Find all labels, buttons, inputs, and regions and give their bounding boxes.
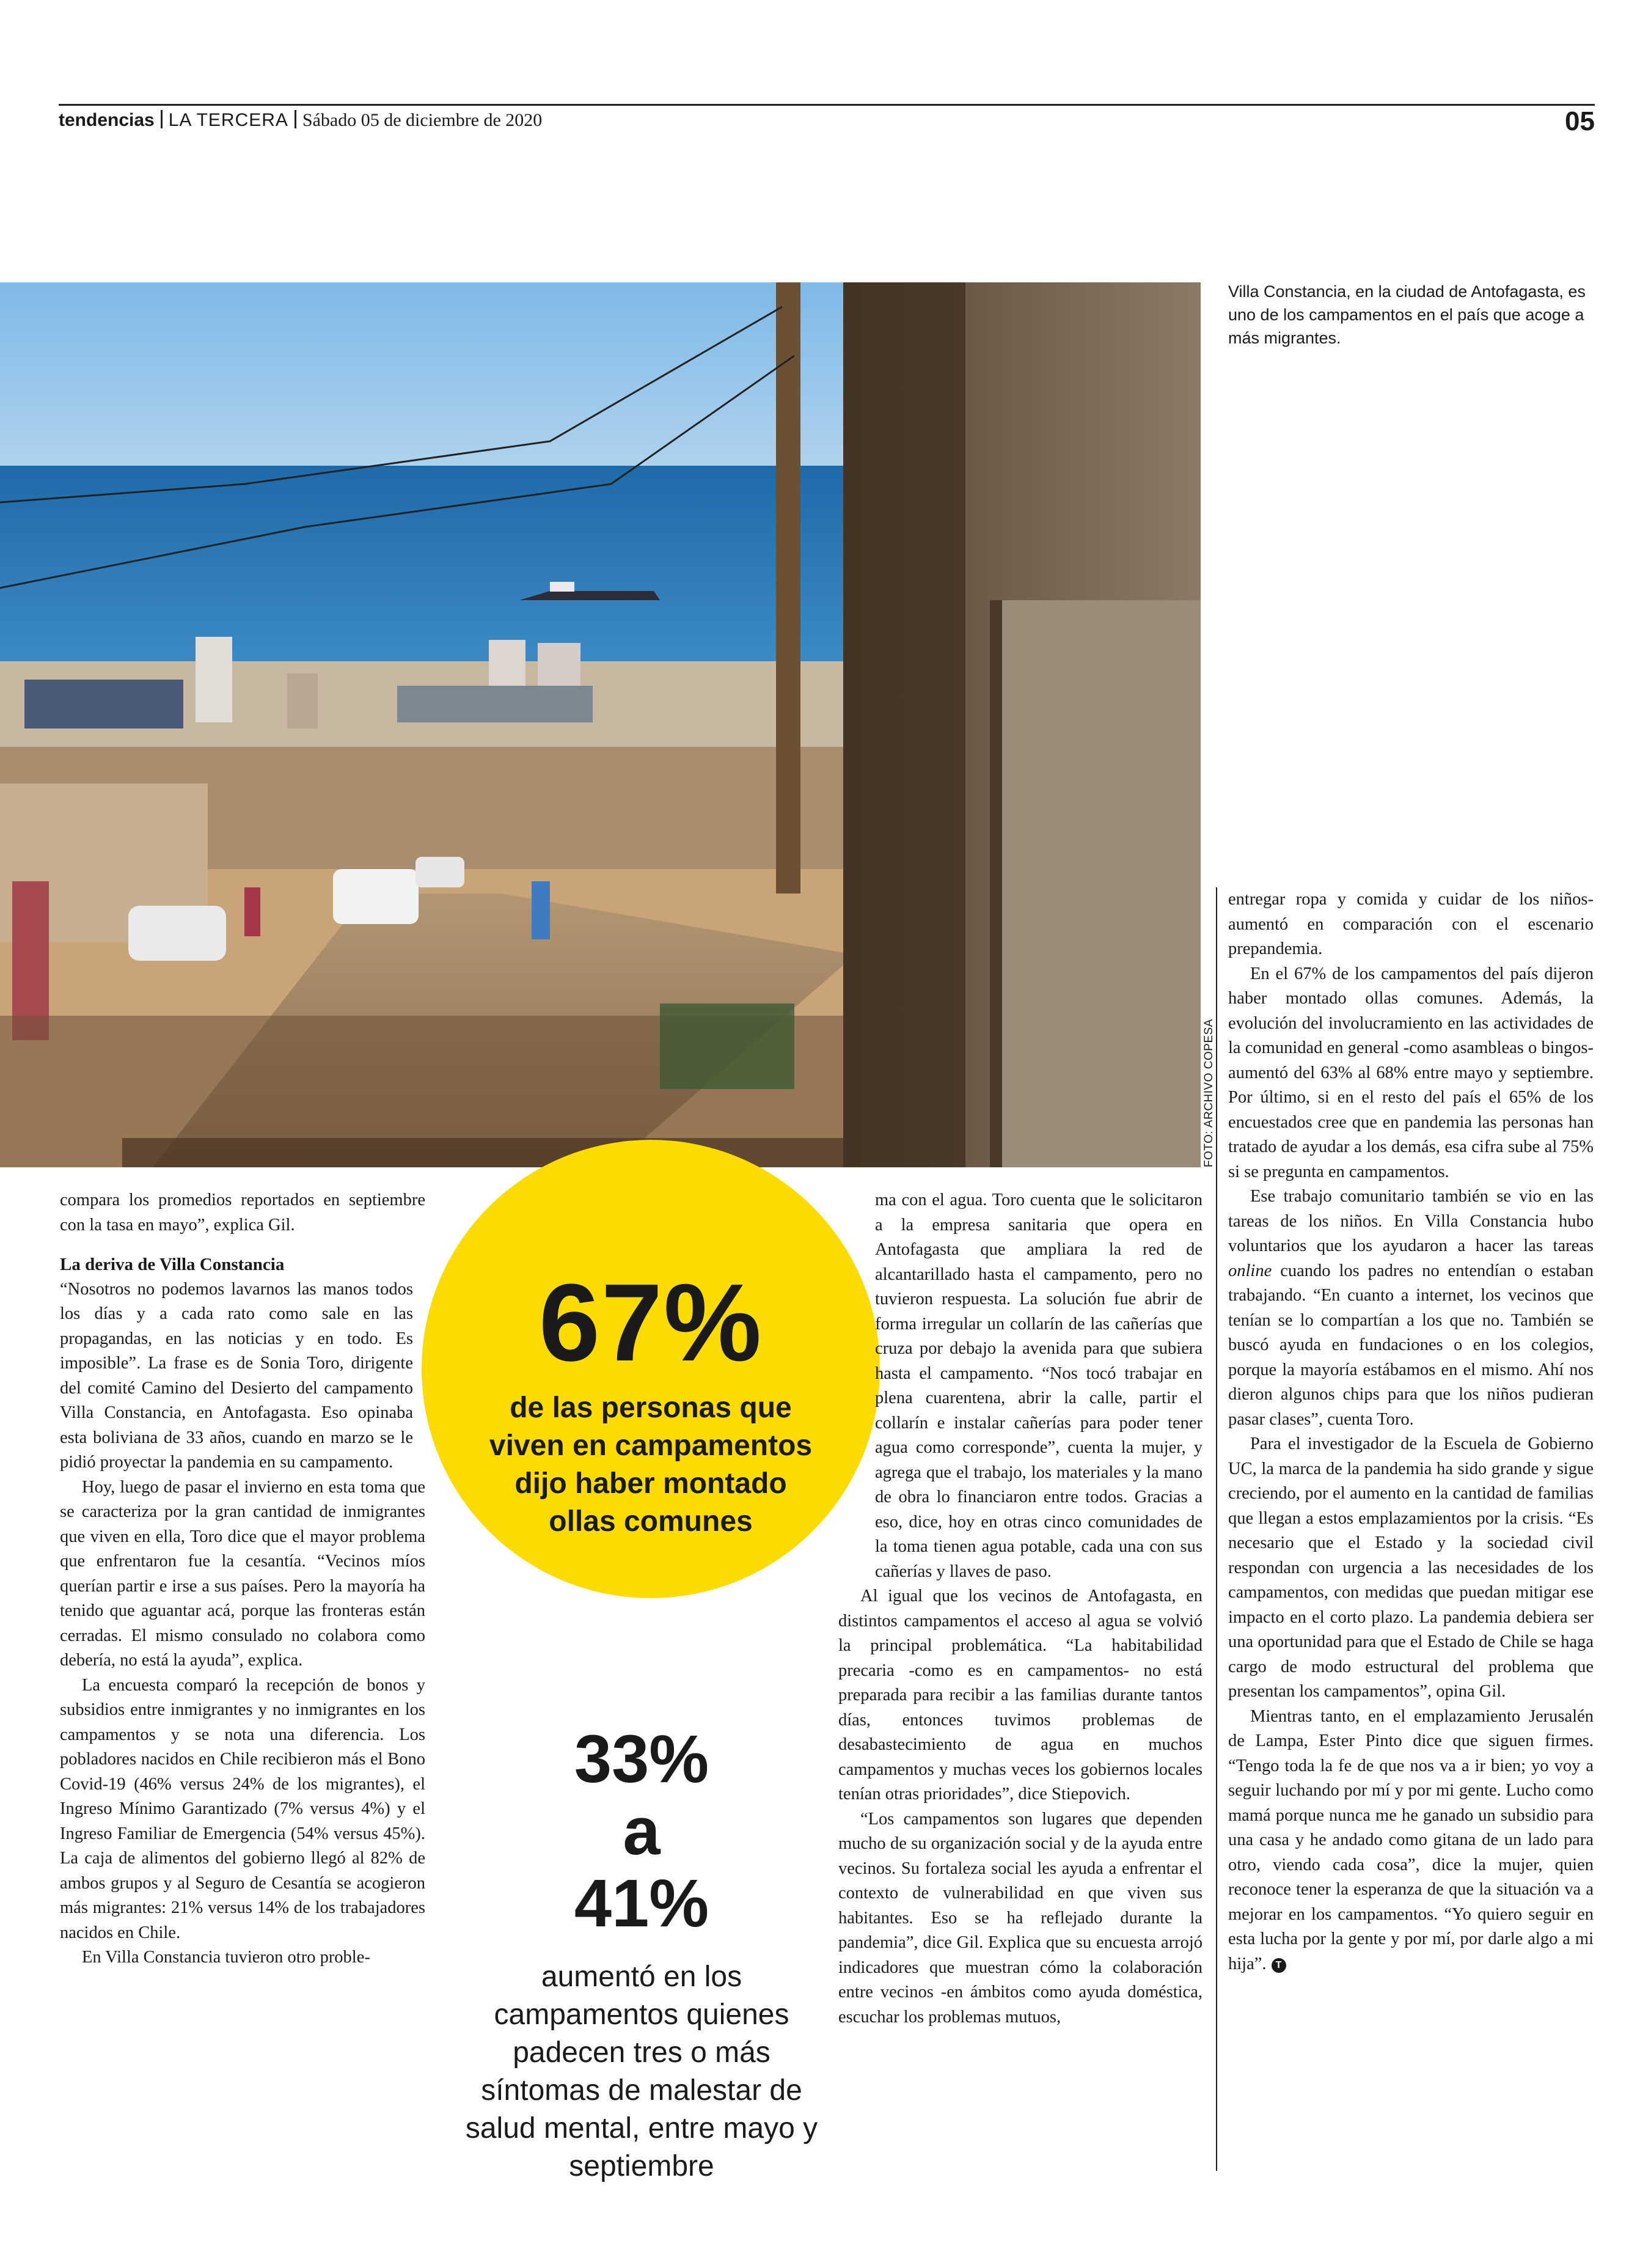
paragraph: Al igual que los vecinos de Antofagasta, en distintos campamentos el acceso al agua se volvió la principal problemática. “La habitabilidad precaria -como es en campamentos- no está preparada para recibir a las familias durante tantos días, entonces tuvimos problemas de desabastecimiento de agua en muchos campamentos y muchas veces los gobiernos locales tenían otras prioridades”, dice Stiepovich. bbox=[838, 1587, 1203, 1804]
paragraph: Ese trabajo comunitario también se vio en las tareas de los niños. En Villa Constancia hubo voluntarios que los ayudaron a hacer las tareas online cuando los padres no entendían o estaban trabajando. “En cuanto a internet, los vecinos que tenían se lo compartían a los que no. También se buscó ayuda en fundaciones o en los colegios, porque la mayoría estábamos en el mismo. Ahí nos dieron algunos chips para que los niños pudieran pasar clases”, cuenta Toro. bbox=[1228, 1187, 1594, 1429]
publication-name: LA TERCERA bbox=[168, 110, 288, 130]
highlight-text: de las personas que viven en campamentos dijo haber montado ollas comunes bbox=[489, 1392, 813, 1538]
emphasis: online bbox=[1228, 1261, 1272, 1280]
article-column-3 bbox=[838, 1188, 1203, 2030]
paragraph: ma con el agua. Toro cuenta que le solicitaron a la empresa sanitaria que opera en Antofagasta que ampliara la red de alcantarillado hasta el campamento, pero no tuvieron respuesta. La solución fue abrir de forma irregular un collarín de las cañerías que cruza por debajo la avenida para que subiera hasta el campamento. “Nos tocó trabajar en plena cuarentena, abrir la calle, partir el collarín e instalar cañerías para poder tener agua como corresponde”, cuenta la mujer, y agrega que el trabajo, los materiales y la mano de obra lo financiaron entre todos. Gracias a eso, dice, hoy en otras cinco comunidades de la toma tienen agua potable, cada una con sus cañerías y llaves de paso. bbox=[875, 1191, 1203, 1581]
subheading: La deriva de Villa Constancia bbox=[60, 1255, 285, 1274]
article-column-1 bbox=[60, 1188, 425, 1970]
paragraph: “Los campamentos son lugares que dependen mucho de su organización social y de la ayuda entre vecinos. Su fortaleza social les ayuda a enfrentar el contexto de vulnerabilidad en que viven sus habitantes. Eso se ha reflejado durante la pandemia”, dice Gil. Explica que su encuesta arrojó indicadores que muestran cómo la colaboración entre vecinos -en ámbitos como ayuda doméstica, escuchar los problemas mutuos, bbox=[838, 1809, 1203, 2027]
paragraph: “Nosotros no podemos lavarnos las manos todos los días y a cada rato como sale en las propagandas, en las noticias y en todo. Es imposible”. La frase es de Sonia Toro, dirigente del comité Camino del Desierto del campamento Villa Constancia, en Antofagasta. Eso opinaba esta boliviana de 33 años, cuando en marzo se le pidió proyectar la pandemia en su campamento. bbox=[60, 1279, 413, 1472]
photo-credit: FOTO: ARCHIVO COPESA bbox=[1203, 1019, 1215, 1167]
issue-date: Sábado 05 de diciembre de 2020 bbox=[302, 110, 543, 130]
highlight-circle bbox=[422, 1140, 880, 1598]
stat-figure-line: 33% bbox=[574, 1722, 709, 1797]
article-photo bbox=[0, 282, 1201, 1167]
photo-illustration bbox=[0, 282, 1201, 1167]
highlight-stat-2 bbox=[458, 1723, 825, 2185]
header-divider bbox=[295, 110, 296, 128]
paragraph: En el 67% de los campamentos del país dijeron haber montado ollas comunes. Además, la evolución del involucramiento en las actividades de la comunidad en general -como asambleas o bingos- aumentó del 63% al 68% entre mayo y septiembre. Por último, si en el resto del país el 65% de los encuestados cree que en pandemia las personas han tratado de ayudar a los demás, esa cifra sube al 75% si se pregunta en campamentos. bbox=[1228, 964, 1594, 1181]
photo-caption: Villa Constancia, en la ciudad de Antofagasta, es uno de los campamentos en el país que acoge a más migrantes. bbox=[1228, 282, 1586, 347]
paragraph: Mientras tanto, en el emplazamiento Jerusalén de Lampa, Ester Pinto dice que siguen firmes. “Tengo toda la fe de que nos va a ir bien; yo voy a seguir luchando por mí y por mi gente. Lucho como mamá porque nunca me he ganado un subsidio para una casa y he andado como gitana de un lado para otro, viendo cada cosa”, dice la mujer, quien reconoce tener la esperanza de que la situación va a mejorar en los campamentos. “Yo quiero seguir en esta lucha por la gente y por mí, por darle algo a mi hija”. T bbox=[1228, 1706, 1594, 1973]
section-name: tendencias bbox=[59, 110, 155, 130]
paragraph: En Villa Constancia tuvieron otro proble- bbox=[82, 1948, 370, 1967]
stat-figure-line: 41% bbox=[574, 1866, 709, 1941]
page-header bbox=[59, 106, 1595, 144]
page-number: 05 bbox=[1565, 106, 1595, 136]
paragraph: Hoy, luego de pasar el invierno en esta toma que se caracteriza por la gran cantidad de inmigrantes que viven en ella, Toro dice que el mayor problema que enfrentaron fue la cesantía. “Vecinos míos querían partir e irse a sus países. Pero la mayoría ha tenido que aguantar acá, porque las fronteras están cerradas. El mismo consulado no colabora como debería, no está la ayuda”, explica. bbox=[60, 1477, 425, 1670]
paragraph: La encuesta comparó la recepción de bonos y subsidios entre inmigrantes y no inmigrantes en los campamentos y se nota una diferencia. Los pobladores nacidos en Chile recibieron más el Bono Covid-19 (46% versus 24% de los migrantes), el Ingreso Mínimo Garantizado (7% versus 4%) y el Ingreso Familiar de Emergencia (54% versus 45%). La caja de alimentos del gobierno llegó al 82% de ambos grupos y al Seguro de Cesantía se acogieron más migrantes: 21% versus 14% de los trabajadores nacidos en Chile. bbox=[60, 1675, 425, 1942]
column-divider bbox=[1216, 887, 1217, 2171]
end-mark-icon: T bbox=[1272, 1958, 1286, 1973]
header-rule bbox=[59, 104, 1595, 106]
paragraph: entregar ropa y comida y cuidar de los niños- aumentó en comparación con el escenario prepandemia. bbox=[1228, 890, 1594, 958]
highlight-figure: 67% bbox=[538, 1261, 763, 1384]
stat-figure-line: a bbox=[623, 1794, 661, 1869]
article-column-4 bbox=[1228, 887, 1594, 1976]
stat-text: aumentó en los campamentos quienes padecen tres o más síntomas de malestar de salud mental, entre mayo y septiembre bbox=[465, 1961, 818, 2182]
paragraph: Para el investigador de la Escuela de Gobierno UC, la marca de la pandemia ha sido grande y sigue creciendo, por el aumento en la cantidad de familias que llegan a estos emplazamientos por la crisis. “Es necesario que el Estado y la sociedad civil respondan con urgencia a las necesidades de los campamentos, con medidas que puedan mitigar ese impacto en el corto plazo. La pandemia debiera ser una oportunidad para que el Estado de Chile se haga cargo de modo estructural del problema que presentan los campamentos”, opina Gil. bbox=[1228, 1434, 1594, 1701]
paragraph: compara los promedios reportados en septiembre con la tasa en mayo”, explica Gil. bbox=[60, 1191, 425, 1235]
header-divider bbox=[161, 110, 163, 128]
